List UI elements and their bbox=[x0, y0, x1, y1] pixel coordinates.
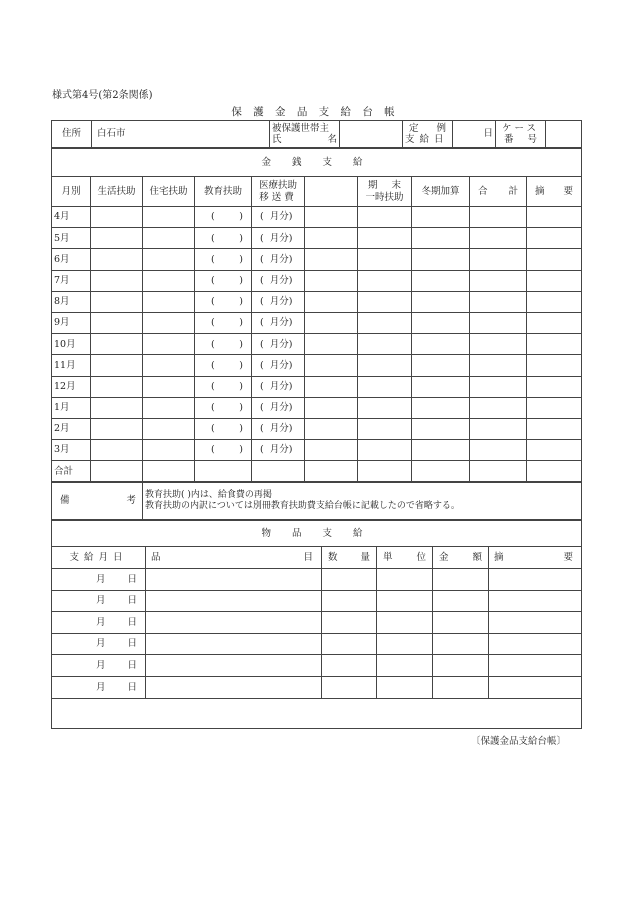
goods-cell[interactable] bbox=[433, 612, 489, 634]
month-label: 4月 bbox=[52, 207, 91, 228]
goods-cell[interactable] bbox=[146, 569, 322, 591]
col-blank bbox=[305, 177, 358, 207]
col-summary: 摘 要 bbox=[527, 177, 582, 207]
cash-cell[interactable] bbox=[470, 334, 527, 355]
cash-month-row bbox=[52, 355, 582, 376]
cash-cell[interactable] bbox=[470, 228, 527, 249]
cash-cell[interactable] bbox=[470, 461, 527, 482]
education-aid-cell[interactable]: ( ) bbox=[195, 207, 252, 228]
cash-cell[interactable] bbox=[305, 207, 358, 228]
cash-cell[interactable] bbox=[527, 249, 582, 270]
col-medical-aid: 医療扶助 移送費 bbox=[252, 177, 305, 207]
goods-cell[interactable] bbox=[322, 676, 377, 698]
cash-cell[interactable] bbox=[358, 228, 412, 249]
cash-cell[interactable] bbox=[358, 334, 412, 355]
col-quantity: 数 量 bbox=[322, 547, 377, 569]
cash-cell[interactable] bbox=[358, 249, 412, 270]
goods-row bbox=[52, 676, 582, 698]
goods-cell[interactable] bbox=[146, 612, 322, 634]
col-education-aid: 教育扶助 bbox=[195, 177, 252, 207]
goods-row bbox=[52, 590, 582, 612]
month-label: 11月 bbox=[52, 355, 91, 376]
cash-cell[interactable] bbox=[412, 249, 470, 270]
page-title: 保 護 金 品 支 給 台 帳 bbox=[231, 106, 399, 118]
cash-cell[interactable] bbox=[470, 312, 527, 333]
cash-cell[interactable] bbox=[412, 270, 470, 291]
month-label: 合計 bbox=[52, 461, 91, 482]
education-aid-cell[interactable]: ( ) bbox=[195, 418, 252, 439]
householder-name-field[interactable] bbox=[340, 121, 403, 148]
cash-cell[interactable] bbox=[412, 334, 470, 355]
cash-cell[interactable] bbox=[470, 376, 527, 397]
goods-cell[interactable] bbox=[322, 655, 377, 677]
cash-cell[interactable] bbox=[91, 312, 143, 333]
cash-cell[interactable] bbox=[470, 249, 527, 270]
cash-cell[interactable] bbox=[143, 270, 195, 291]
cash-cell[interactable] bbox=[305, 270, 358, 291]
cash-cell[interactable] bbox=[412, 355, 470, 376]
cash-cell[interactable] bbox=[305, 249, 358, 270]
cash-cell[interactable] bbox=[527, 207, 582, 228]
cash-payment-table bbox=[51, 148, 582, 482]
month-label: 1月 bbox=[52, 397, 91, 418]
month-label: 6月 bbox=[52, 249, 91, 270]
cash-cell[interactable] bbox=[358, 440, 412, 461]
remarks-label: 備 考 bbox=[52, 483, 143, 520]
cash-cell[interactable] bbox=[305, 397, 358, 418]
householder-label: 被保護世帯主 氏 名 bbox=[270, 121, 340, 148]
education-aid-cell[interactable]: ( ) bbox=[195, 355, 252, 376]
goods-date-cell[interactable]: 月 日 bbox=[52, 569, 146, 591]
month-label: 7月 bbox=[52, 270, 91, 291]
goods-cell[interactable] bbox=[377, 590, 433, 612]
cash-cell[interactable] bbox=[91, 249, 143, 270]
address-label: 住所 bbox=[52, 121, 92, 148]
cash-month-row bbox=[52, 249, 582, 270]
goods-row bbox=[52, 633, 582, 655]
goods-cell[interactable] bbox=[489, 633, 582, 655]
goods-cell[interactable] bbox=[433, 676, 489, 698]
cash-month-row bbox=[52, 440, 582, 461]
cash-cell[interactable] bbox=[143, 355, 195, 376]
goods-cell[interactable] bbox=[489, 676, 582, 698]
goods-cell[interactable] bbox=[433, 590, 489, 612]
medical-aid-cell[interactable]: ( 月分) bbox=[252, 418, 305, 439]
cash-cell[interactable] bbox=[305, 440, 358, 461]
col-month: 月別 bbox=[52, 177, 91, 207]
goods-cell[interactable] bbox=[377, 655, 433, 677]
cash-cell[interactable] bbox=[527, 291, 582, 312]
education-aid-cell[interactable]: ( ) bbox=[195, 228, 252, 249]
col-item: 品 目 bbox=[146, 547, 322, 569]
cash-cell[interactable] bbox=[527, 418, 582, 439]
goods-cell[interactable] bbox=[377, 612, 433, 634]
goods-cell[interactable] bbox=[489, 655, 582, 677]
cash-cell[interactable] bbox=[143, 461, 195, 482]
cash-cell[interactable] bbox=[470, 355, 527, 376]
cash-cell[interactable] bbox=[143, 291, 195, 312]
education-aid-cell[interactable]: ( ) bbox=[195, 270, 252, 291]
cash-cell[interactable] bbox=[470, 270, 527, 291]
col-living-aid: 生活扶助 bbox=[91, 177, 143, 207]
cash-cell[interactable] bbox=[358, 270, 412, 291]
col-unit: 単 位 bbox=[377, 547, 433, 569]
cash-cell[interactable] bbox=[91, 418, 143, 439]
cash-cell[interactable] bbox=[527, 312, 582, 333]
cash-cell[interactable] bbox=[470, 207, 527, 228]
cash-month-row bbox=[52, 291, 582, 312]
cash-cell[interactable] bbox=[305, 355, 358, 376]
cash-cell[interactable] bbox=[358, 312, 412, 333]
cash-cell[interactable] bbox=[470, 418, 527, 439]
cash-cell[interactable] bbox=[358, 397, 412, 418]
goods-date-cell[interactable]: 月 日 bbox=[52, 612, 146, 634]
goods-cell[interactable] bbox=[489, 590, 582, 612]
cash-cell[interactable] bbox=[412, 291, 470, 312]
medical-aid-cell[interactable]: ( 月分) bbox=[252, 291, 305, 312]
cash-month-row bbox=[52, 270, 582, 291]
goods-cell[interactable] bbox=[433, 633, 489, 655]
form-number: 様式第4号(第2条関係) bbox=[52, 90, 153, 101]
goods-blank-cell bbox=[52, 698, 582, 728]
cash-cell[interactable] bbox=[91, 355, 143, 376]
cash-month-row bbox=[52, 207, 582, 228]
goods-date-cell[interactable]: 月 日 bbox=[52, 676, 146, 698]
cash-cell[interactable] bbox=[412, 207, 470, 228]
cash-cell[interactable] bbox=[305, 418, 358, 439]
col-amount: 金 額 bbox=[433, 547, 489, 569]
col-goods-summary: 摘 要 bbox=[489, 547, 582, 569]
cash-cell[interactable] bbox=[143, 440, 195, 461]
cash-month-row bbox=[52, 312, 582, 333]
medical-aid-cell[interactable]: ( 月分) bbox=[252, 355, 305, 376]
goods-date-cell[interactable]: 月 日 bbox=[52, 633, 146, 655]
cash-cell[interactable] bbox=[91, 440, 143, 461]
goods-cell[interactable] bbox=[322, 590, 377, 612]
cash-cell[interactable] bbox=[143, 418, 195, 439]
regular-pay-day-field[interactable]: 日 bbox=[453, 121, 496, 148]
cash-cell[interactable] bbox=[305, 228, 358, 249]
cash-total-row bbox=[52, 461, 582, 482]
cash-cell[interactable] bbox=[527, 397, 582, 418]
goods-cell[interactable] bbox=[489, 569, 582, 591]
footer-caption: 〔保護金品支給台帳〕 bbox=[470, 736, 566, 747]
col-winter-addition: 冬期加算 bbox=[412, 177, 470, 207]
cash-cell[interactable] bbox=[412, 461, 470, 482]
cash-cell[interactable] bbox=[305, 291, 358, 312]
goods-section-title: 物 品 支 給 bbox=[52, 521, 582, 547]
cash-cell[interactable] bbox=[412, 397, 470, 418]
month-label: 12月 bbox=[52, 376, 91, 397]
goods-cell[interactable] bbox=[146, 655, 322, 677]
goods-cell[interactable] bbox=[377, 633, 433, 655]
cash-cell[interactable] bbox=[358, 355, 412, 376]
remarks-line-2: 教育扶助の内訳については別冊教育扶助費支給台帳に記載したので省略する。 bbox=[145, 501, 460, 511]
cash-cell[interactable] bbox=[527, 228, 582, 249]
cash-cell[interactable] bbox=[252, 461, 305, 482]
case-number-field[interactable] bbox=[546, 121, 582, 148]
goods-blank-row bbox=[52, 698, 582, 728]
medical-aid-cell[interactable]: ( 月分) bbox=[252, 270, 305, 291]
goods-cell[interactable] bbox=[146, 633, 322, 655]
goods-cell[interactable] bbox=[146, 590, 322, 612]
medical-aid-cell[interactable]: ( 月分) bbox=[252, 249, 305, 270]
medical-aid-cell[interactable]: ( 月分) bbox=[252, 207, 305, 228]
goods-cell[interactable] bbox=[322, 569, 377, 591]
cash-cell[interactable] bbox=[358, 207, 412, 228]
goods-row bbox=[52, 655, 582, 677]
medical-aid-cell[interactable]: ( 月分) bbox=[252, 312, 305, 333]
cash-month-row bbox=[52, 418, 582, 439]
month-label: 5月 bbox=[52, 228, 91, 249]
month-label: 9月 bbox=[52, 312, 91, 333]
cash-cell[interactable] bbox=[358, 376, 412, 397]
education-aid-cell[interactable]: ( ) bbox=[195, 291, 252, 312]
cash-month-row bbox=[52, 397, 582, 418]
cash-cell[interactable] bbox=[143, 249, 195, 270]
cash-cell[interactable] bbox=[91, 270, 143, 291]
remarks-text bbox=[143, 483, 582, 520]
cash-cell[interactable] bbox=[470, 397, 527, 418]
month-label: 10月 bbox=[52, 334, 91, 355]
cash-cell[interactable] bbox=[412, 376, 470, 397]
goods-payment-table bbox=[51, 520, 582, 729]
cash-month-row bbox=[52, 334, 582, 355]
cash-cell[interactable] bbox=[412, 312, 470, 333]
goods-cell[interactable] bbox=[377, 569, 433, 591]
case-number-label: ケース 番 号 bbox=[496, 121, 546, 148]
cash-cell[interactable] bbox=[358, 418, 412, 439]
cash-cell[interactable] bbox=[91, 397, 143, 418]
month-label: 8月 bbox=[52, 291, 91, 312]
goods-row bbox=[52, 612, 582, 634]
education-aid-cell[interactable]: ( ) bbox=[195, 334, 252, 355]
month-label: 2月 bbox=[52, 418, 91, 439]
cash-cell[interactable] bbox=[470, 440, 527, 461]
cash-cell[interactable] bbox=[527, 440, 582, 461]
cash-cell[interactable] bbox=[143, 376, 195, 397]
cash-cell[interactable] bbox=[412, 440, 470, 461]
education-aid-cell[interactable]: ( ) bbox=[195, 376, 252, 397]
cash-cell[interactable] bbox=[91, 291, 143, 312]
cash-cell[interactable] bbox=[91, 207, 143, 228]
cash-cell[interactable] bbox=[527, 461, 582, 482]
cash-cell[interactable] bbox=[305, 334, 358, 355]
goods-cell[interactable] bbox=[377, 676, 433, 698]
cash-cell[interactable] bbox=[91, 334, 143, 355]
medical-aid-cell[interactable]: ( 月分) bbox=[252, 440, 305, 461]
cash-cell[interactable] bbox=[527, 355, 582, 376]
education-aid-cell[interactable]: ( ) bbox=[195, 249, 252, 270]
goods-row bbox=[52, 569, 582, 591]
cash-cell[interactable] bbox=[143, 207, 195, 228]
col-housing-aid: 住宅扶助 bbox=[143, 177, 195, 207]
cash-cell[interactable] bbox=[412, 418, 470, 439]
cash-cell[interactable] bbox=[305, 461, 358, 482]
cash-cell[interactable] bbox=[358, 461, 412, 482]
medical-aid-cell[interactable]: ( 月分) bbox=[252, 376, 305, 397]
goods-cell[interactable] bbox=[489, 612, 582, 634]
cash-section-title: 金 銭 支 給 bbox=[52, 149, 582, 177]
goods-date-cell[interactable]: 月 日 bbox=[52, 655, 146, 677]
cash-cell[interactable] bbox=[305, 312, 358, 333]
goods-cell[interactable] bbox=[146, 676, 322, 698]
goods-cell[interactable] bbox=[322, 633, 377, 655]
medical-aid-cell[interactable]: ( 月分) bbox=[252, 397, 305, 418]
cash-cell[interactable] bbox=[358, 291, 412, 312]
cash-cell[interactable] bbox=[527, 376, 582, 397]
col-period-end-aid: 期 末 一時扶助 bbox=[358, 177, 412, 207]
cash-cell[interactable] bbox=[527, 334, 582, 355]
cash-cell[interactable] bbox=[143, 397, 195, 418]
cash-cell[interactable] bbox=[412, 228, 470, 249]
month-label: 3月 bbox=[52, 440, 91, 461]
cash-month-row bbox=[52, 228, 582, 249]
goods-cell[interactable] bbox=[433, 655, 489, 677]
cash-cell[interactable] bbox=[305, 376, 358, 397]
header-info-table bbox=[51, 120, 582, 148]
cash-cell[interactable] bbox=[470, 291, 527, 312]
col-total: 合 計 bbox=[470, 177, 527, 207]
regular-pay-label: 定 例 支給日 bbox=[403, 121, 453, 148]
cash-cell[interactable] bbox=[143, 228, 195, 249]
remarks-table bbox=[51, 482, 582, 520]
cash-cell[interactable] bbox=[91, 461, 143, 482]
cash-cell[interactable] bbox=[143, 334, 195, 355]
education-aid-cell[interactable]: ( ) bbox=[195, 312, 252, 333]
col-pay-date: 支給月日 bbox=[52, 547, 146, 569]
education-aid-cell[interactable]: ( ) bbox=[195, 440, 252, 461]
address-value: 白石市 bbox=[92, 121, 270, 148]
cash-month-row bbox=[52, 376, 582, 397]
medical-aid-cell[interactable]: ( 月分) bbox=[252, 334, 305, 355]
goods-cell[interactable] bbox=[322, 612, 377, 634]
cash-cell[interactable] bbox=[143, 312, 195, 333]
remarks-line-1: 教育扶助( )内は、給食費の再掲 bbox=[145, 490, 272, 501]
cash-cell[interactable] bbox=[91, 376, 143, 397]
cash-cell[interactable] bbox=[91, 228, 143, 249]
medical-aid-cell[interactable]: ( 月分) bbox=[252, 228, 305, 249]
goods-cell[interactable] bbox=[433, 569, 489, 591]
education-aid-cell[interactable]: ( ) bbox=[195, 397, 252, 418]
goods-date-cell[interactable]: 月 日 bbox=[52, 590, 146, 612]
cash-cell[interactable] bbox=[195, 461, 252, 482]
cash-cell[interactable] bbox=[527, 270, 582, 291]
